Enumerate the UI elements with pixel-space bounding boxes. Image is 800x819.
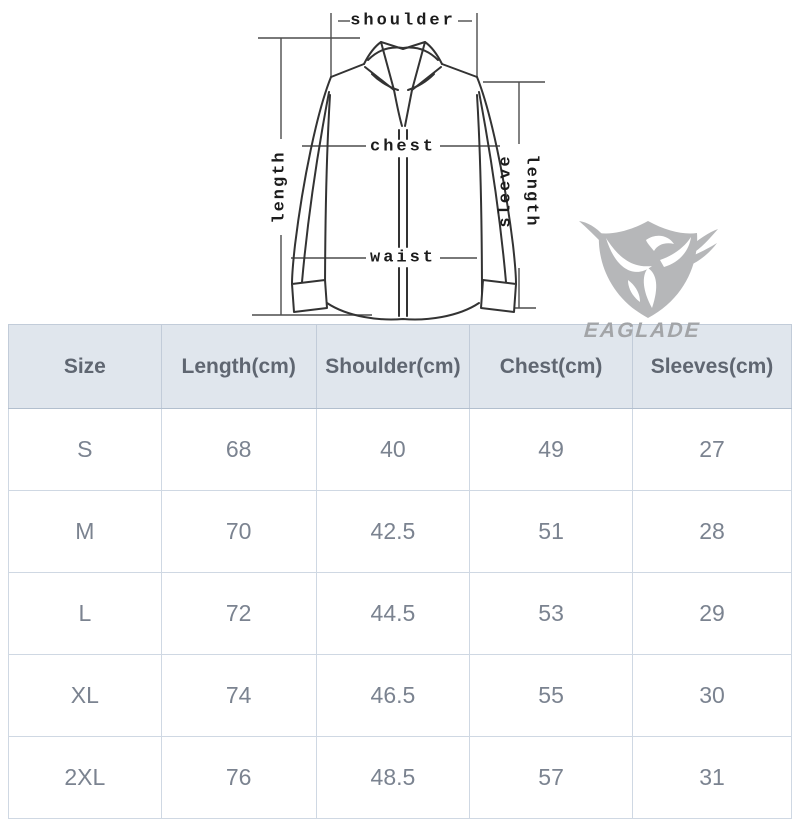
cell-shoulder: 46.5 [316, 655, 469, 737]
cell-length: 70 [161, 491, 316, 573]
cell-shoulder: 40 [316, 409, 469, 491]
cell-shoulder: 44.5 [316, 573, 469, 655]
cell-sleeves: 27 [633, 409, 792, 491]
cell-chest: 55 [470, 655, 633, 737]
col-header-shoulder: Shoulder(cm) [316, 325, 469, 409]
cell-shoulder: 42.5 [316, 491, 469, 573]
cell-size: 2XL [9, 737, 162, 819]
cell-size: L [9, 573, 162, 655]
size-chart-table [8, 324, 792, 819]
cell-chest: 51 [470, 491, 633, 573]
cell-sleeves: 29 [633, 573, 792, 655]
cell-chest: 53 [470, 573, 633, 655]
cell-size: S [9, 409, 162, 491]
label-waist: waist [369, 248, 437, 268]
cell-sleeves: 30 [633, 655, 792, 737]
label-length: length [270, 150, 290, 224]
col-header-length: Length(cm) [161, 325, 316, 409]
table-row-2xl [9, 737, 792, 819]
table-row-l [9, 573, 792, 655]
cell-size: XL [9, 655, 162, 737]
cell-shoulder: 48.5 [316, 737, 469, 819]
eagle-shield-icon [576, 218, 726, 323]
cell-length: 74 [161, 655, 316, 737]
col-header-chest: Chest(cm) [470, 325, 633, 409]
table-row-s [9, 409, 792, 491]
cell-length: 72 [161, 573, 316, 655]
label-chest: chest [369, 137, 437, 157]
brand-name: EAGLADE [583, 319, 702, 342]
eaglade-watermark [576, 218, 726, 348]
label-sleeve-length: length [521, 154, 541, 228]
cell-length: 68 [161, 409, 316, 491]
cell-size: M [9, 491, 162, 573]
col-header-size: Size [9, 325, 162, 409]
col-header-sleeves: Sleeves(cm) [633, 325, 792, 409]
cell-length: 76 [161, 737, 316, 819]
cell-sleeves: 28 [633, 491, 792, 573]
label-shoulder: shoulder [350, 11, 456, 31]
cell-chest: 57 [470, 737, 633, 819]
table-row-xl [9, 655, 792, 737]
cell-sleeves: 31 [633, 737, 792, 819]
cell-chest: 49 [470, 409, 633, 491]
label-sleeve: sleeve [496, 154, 516, 228]
table-row-m [9, 491, 792, 573]
